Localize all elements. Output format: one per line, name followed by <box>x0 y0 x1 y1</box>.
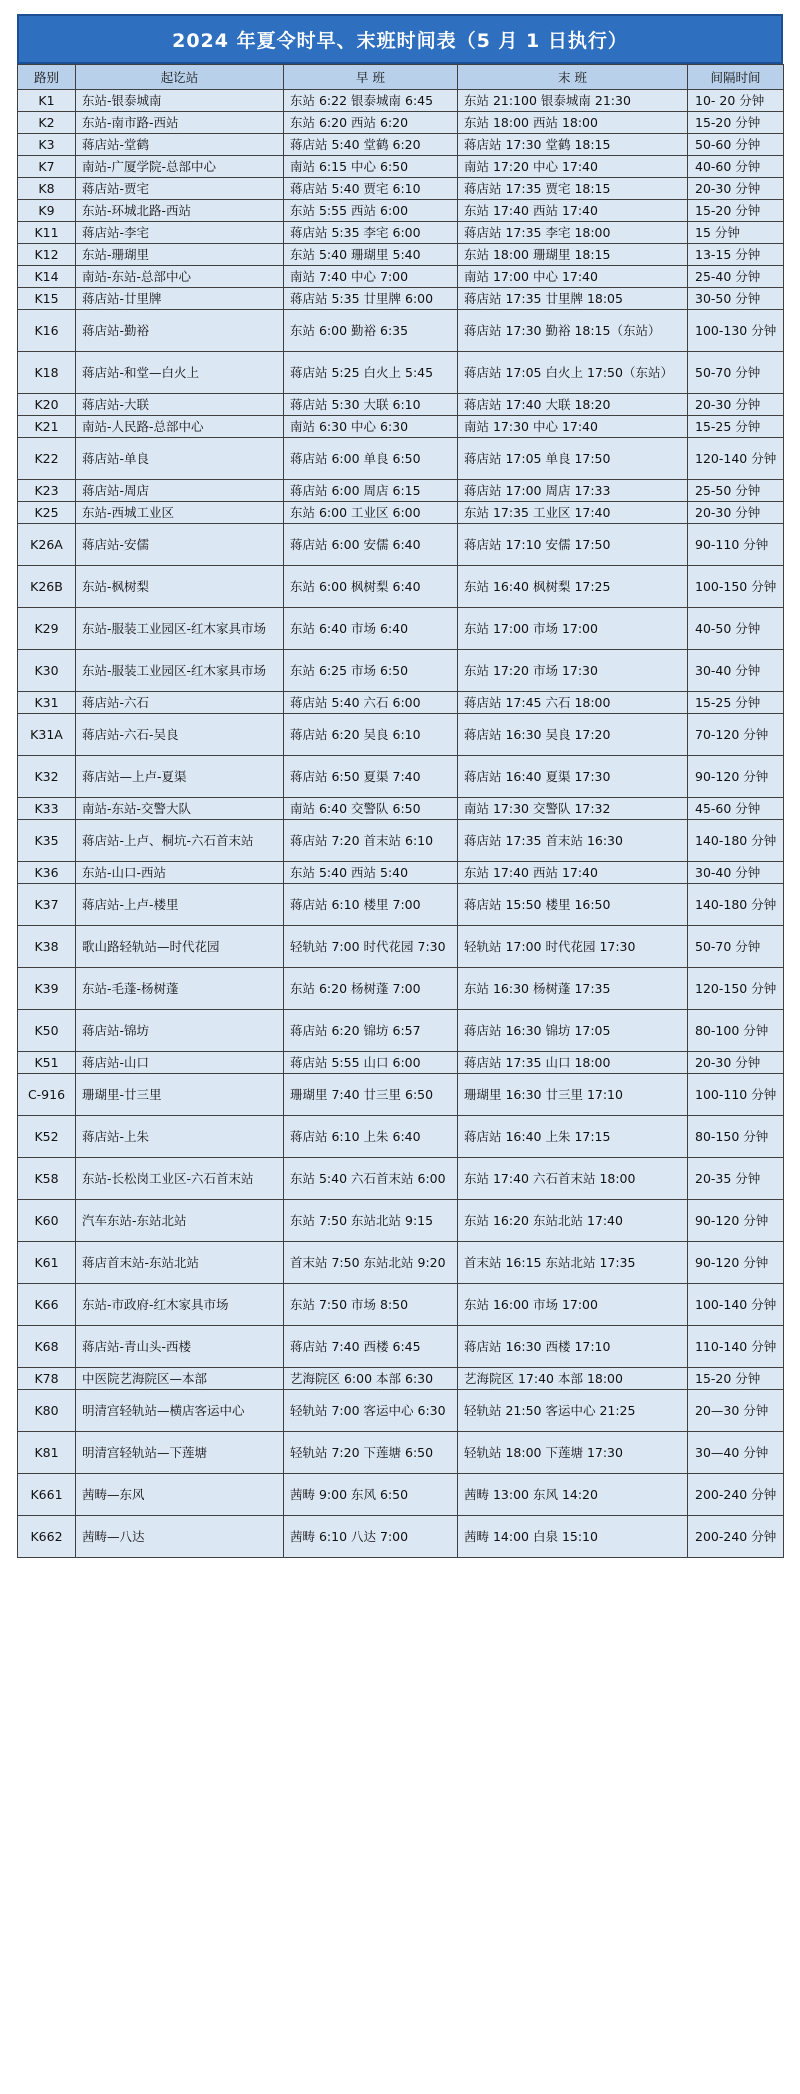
route-cell: K35 <box>18 820 76 862</box>
interval-cell: 30-50 分钟 <box>688 288 784 310</box>
stations-cell: 蒋店站-单良 <box>76 438 284 480</box>
stations-cell: 明清宫轻轨站—下莲塘 <box>76 1432 284 1474</box>
last-bus-cell: 蒋店站 16:40 上朱 17:15 <box>458 1116 688 1158</box>
stations-cell: 蒋店站-上卢-楼里 <box>76 884 284 926</box>
interval-cell: 50-70 分钟 <box>688 926 784 968</box>
stations-cell: 南站-东站-总部中心 <box>76 266 284 288</box>
first-bus-cell: 轻轨站 7:20 下莲塘 6:50 <box>284 1432 458 1474</box>
table-row <box>18 1390 784 1432</box>
last-bus-cell: 东站 16:30 杨树蓬 17:35 <box>458 968 688 1010</box>
route-cell: K11 <box>18 222 76 244</box>
first-bus-cell: 南站 6:30 中心 6:30 <box>284 416 458 438</box>
last-bus-cell: 东站 21:100 银泰城南 21:30 <box>458 90 688 112</box>
header-last-bus: 末 班 <box>458 65 688 90</box>
table-row <box>18 756 784 798</box>
stations-cell: 蒋店站-和堂—白火上 <box>76 352 284 394</box>
route-cell: K31 <box>18 692 76 714</box>
table-row <box>18 1052 784 1074</box>
stations-cell: 东站-环城北路-西站 <box>76 200 284 222</box>
first-bus-cell: 东站 6:22 银泰城南 6:45 <box>284 90 458 112</box>
interval-cell: 15-20 分钟 <box>688 1368 784 1390</box>
interval-cell: 20-30 分钟 <box>688 502 784 524</box>
first-bus-cell: 东站 6:20 杨树蓬 7:00 <box>284 968 458 1010</box>
last-bus-cell: 茜畴 13:00 东风 14:20 <box>458 1474 688 1516</box>
first-bus-cell: 蒋店站 6:00 周店 6:15 <box>284 480 458 502</box>
route-cell: K78 <box>18 1368 76 1390</box>
interval-cell: 13-15 分钟 <box>688 244 784 266</box>
first-bus-cell: 蒋店站 7:20 首末站 6:10 <box>284 820 458 862</box>
last-bus-cell: 蒋店站 16:30 吴良 17:20 <box>458 714 688 756</box>
first-bus-cell: 轻轨站 7:00 客运中心 6:30 <box>284 1390 458 1432</box>
table-row <box>18 1158 784 1200</box>
interval-cell: 80-100 分钟 <box>688 1010 784 1052</box>
first-bus-cell: 蒋店站 5:40 堂鹤 6:20 <box>284 134 458 156</box>
table-row <box>18 1116 784 1158</box>
stations-cell: 南站-广厦学院-总部中心 <box>76 156 284 178</box>
route-cell: K31A <box>18 714 76 756</box>
interval-cell: 20—30 分钟 <box>688 1390 784 1432</box>
stations-cell: 茜畴—东风 <box>76 1474 284 1516</box>
stations-cell: 蒋店站-安儒 <box>76 524 284 566</box>
table-row <box>18 352 784 394</box>
last-bus-cell: 南站 17:20 中心 17:40 <box>458 156 688 178</box>
table-row <box>18 416 784 438</box>
last-bus-cell: 茜畴 14:00 白泉 15:10 <box>458 1516 688 1558</box>
interval-cell: 90-120 分钟 <box>688 756 784 798</box>
route-cell: K2 <box>18 112 76 134</box>
first-bus-cell: 蒋店站 5:30 大联 6:10 <box>284 394 458 416</box>
interval-cell: 20-30 分钟 <box>688 1052 784 1074</box>
interval-cell: 100-130 分钟 <box>688 310 784 352</box>
table-row <box>18 1474 784 1516</box>
route-cell: K15 <box>18 288 76 310</box>
first-bus-cell: 蒋店站 5:35 廿里牌 6:00 <box>284 288 458 310</box>
last-bus-cell: 东站 17:40 西站 17:40 <box>458 200 688 222</box>
first-bus-cell: 东站 7:50 市场 8:50 <box>284 1284 458 1326</box>
last-bus-cell: 轻轨站 18:00 下莲塘 17:30 <box>458 1432 688 1474</box>
schedule-table <box>17 64 784 1558</box>
stations-cell: 东站-长松岗工业区-六石首末站 <box>76 1158 284 1200</box>
route-cell: K3 <box>18 134 76 156</box>
table-row <box>18 692 784 714</box>
route-cell: K26A <box>18 524 76 566</box>
last-bus-cell: 南站 17:30 交警队 17:32 <box>458 798 688 820</box>
table-row <box>18 90 784 112</box>
route-cell: K37 <box>18 884 76 926</box>
table-row <box>18 714 784 756</box>
first-bus-cell: 蒋店站 6:00 单良 6:50 <box>284 438 458 480</box>
table-row <box>18 862 784 884</box>
stations-cell: 南站-人民路-总部中心 <box>76 416 284 438</box>
table-row <box>18 156 784 178</box>
interval-cell: 140-180 分钟 <box>688 820 784 862</box>
table-row <box>18 1368 784 1390</box>
stations-cell: 蒋店站-勤裕 <box>76 310 284 352</box>
stations-cell: 蒋店站-贾宅 <box>76 178 284 200</box>
table-row <box>18 1284 784 1326</box>
route-cell: K81 <box>18 1432 76 1474</box>
table-row <box>18 1516 784 1558</box>
stations-cell: 蒋店站-上朱 <box>76 1116 284 1158</box>
first-bus-cell: 蒋店站 5:25 白火上 5:45 <box>284 352 458 394</box>
interval-cell: 15-25 分钟 <box>688 416 784 438</box>
last-bus-cell: 蒋店站 16:40 夏渠 17:30 <box>458 756 688 798</box>
last-bus-cell: 东站 17:00 市场 17:00 <box>458 608 688 650</box>
interval-cell: 70-120 分钟 <box>688 714 784 756</box>
last-bus-cell: 东站 17:40 西站 17:40 <box>458 862 688 884</box>
interval-cell: 200-240 分钟 <box>688 1516 784 1558</box>
interval-cell: 200-240 分钟 <box>688 1474 784 1516</box>
route-cell: K20 <box>18 394 76 416</box>
first-bus-cell: 东站 5:55 西站 6:00 <box>284 200 458 222</box>
interval-cell: 20-30 分钟 <box>688 394 784 416</box>
first-bus-cell: 东站 5:40 珊瑚里 5:40 <box>284 244 458 266</box>
route-cell: K29 <box>18 608 76 650</box>
stations-cell: 汽车东站-东站北站 <box>76 1200 284 1242</box>
first-bus-cell: 蒋店站 5:40 六石 6:00 <box>284 692 458 714</box>
interval-cell: 15-25 分钟 <box>688 692 784 714</box>
first-bus-cell: 东站 6:00 枫树梨 6:40 <box>284 566 458 608</box>
route-cell: K662 <box>18 1516 76 1558</box>
last-bus-cell: 蒋店站 17:35 李宅 18:00 <box>458 222 688 244</box>
stations-cell: 东站-服装工业园区-红木家具市场 <box>76 650 284 692</box>
table-row <box>18 524 784 566</box>
first-bus-cell: 南站 6:40 交警队 6:50 <box>284 798 458 820</box>
route-cell: K12 <box>18 244 76 266</box>
table-row <box>18 968 784 1010</box>
first-bus-cell: 东站 6:25 市场 6:50 <box>284 650 458 692</box>
route-cell: K61 <box>18 1242 76 1284</box>
last-bus-cell: 艺海院区 17:40 本部 18:00 <box>458 1368 688 1390</box>
interval-cell: 140-180 分钟 <box>688 884 784 926</box>
stations-cell: 蒋店站-锦坊 <box>76 1010 284 1052</box>
route-cell: K51 <box>18 1052 76 1074</box>
first-bus-cell: 东站 6:40 市场 6:40 <box>284 608 458 650</box>
first-bus-cell: 南站 6:15 中心 6:50 <box>284 156 458 178</box>
last-bus-cell: 蒋店站 16:30 西楼 17:10 <box>458 1326 688 1368</box>
table-row <box>18 134 784 156</box>
stations-cell: 蒋店站-周店 <box>76 480 284 502</box>
table-row <box>18 884 784 926</box>
first-bus-cell: 东站 5:40 六石首末站 6:00 <box>284 1158 458 1200</box>
route-cell: K7 <box>18 156 76 178</box>
stations-cell: 茜畴—八达 <box>76 1516 284 1558</box>
route-cell: K25 <box>18 502 76 524</box>
stations-cell: 珊瑚里-廿三里 <box>76 1074 284 1116</box>
last-bus-cell: 南站 17:00 中心 17:40 <box>458 266 688 288</box>
route-cell: K68 <box>18 1326 76 1368</box>
interval-cell: 90-120 分钟 <box>688 1200 784 1242</box>
interval-cell: 80-150 分钟 <box>688 1116 784 1158</box>
table-row <box>18 288 784 310</box>
route-cell: K33 <box>18 798 76 820</box>
interval-cell: 10- 20 分钟 <box>688 90 784 112</box>
last-bus-cell: 蒋店站 17:05 白火上 17:50（东站） <box>458 352 688 394</box>
first-bus-cell: 艺海院区 6:00 本部 6:30 <box>284 1368 458 1390</box>
last-bus-cell: 蒋店站 17:35 首末站 16:30 <box>458 820 688 862</box>
route-cell: K52 <box>18 1116 76 1158</box>
last-bus-cell: 首末站 16:15 东站北站 17:35 <box>458 1242 688 1284</box>
last-bus-cell: 轻轨站 21:50 客运中心 21:25 <box>458 1390 688 1432</box>
first-bus-cell: 蒋店站 6:10 楼里 7:00 <box>284 884 458 926</box>
route-cell: K22 <box>18 438 76 480</box>
first-bus-cell: 东站 6:00 工业区 6:00 <box>284 502 458 524</box>
route-cell: K661 <box>18 1474 76 1516</box>
stations-cell: 蒋店站—上卢-夏渠 <box>76 756 284 798</box>
interval-cell: 90-120 分钟 <box>688 1242 784 1284</box>
table-row <box>18 1200 784 1242</box>
last-bus-cell: 蒋店站 17:35 山口 18:00 <box>458 1052 688 1074</box>
route-cell: K30 <box>18 650 76 692</box>
table-row <box>18 1010 784 1052</box>
route-cell: K32 <box>18 756 76 798</box>
route-cell: K14 <box>18 266 76 288</box>
stations-cell: 蒋店站-堂鹤 <box>76 134 284 156</box>
stations-cell: 东站-山口-西站 <box>76 862 284 884</box>
interval-cell: 100-150 分钟 <box>688 566 784 608</box>
last-bus-cell: 蒋店站 16:30 锦坊 17:05 <box>458 1010 688 1052</box>
route-cell: C-916 <box>18 1074 76 1116</box>
route-cell: K39 <box>18 968 76 1010</box>
stations-cell: 东站-毛蓬-杨树蓬 <box>76 968 284 1010</box>
last-bus-cell: 蒋店站 17:30 勤裕 18:15（东站） <box>458 310 688 352</box>
table-row <box>18 222 784 244</box>
route-cell: K58 <box>18 1158 76 1200</box>
table-row <box>18 1074 784 1116</box>
first-bus-cell: 东站 6:20 西站 6:20 <box>284 112 458 134</box>
route-cell: K21 <box>18 416 76 438</box>
stations-cell: 东站-服装工业园区-红木家具市场 <box>76 608 284 650</box>
last-bus-cell: 东站 18:00 西站 18:00 <box>458 112 688 134</box>
stations-cell: 蒋店站-大联 <box>76 394 284 416</box>
last-bus-cell: 轻轨站 17:00 时代花园 17:30 <box>458 926 688 968</box>
first-bus-cell: 蒋店站 5:35 李宅 6:00 <box>284 222 458 244</box>
stations-cell: 明清宫轻轨站—横店客运中心 <box>76 1390 284 1432</box>
table-row <box>18 926 784 968</box>
table-row <box>18 394 784 416</box>
header-interval: 间隔时间 <box>688 65 784 90</box>
header-route: 路别 <box>18 65 76 90</box>
last-bus-cell: 东站 17:20 市场 17:30 <box>458 650 688 692</box>
route-cell: K36 <box>18 862 76 884</box>
first-bus-cell: 蒋店站 5:55 山口 6:00 <box>284 1052 458 1074</box>
table-row <box>18 178 784 200</box>
interval-cell: 90-110 分钟 <box>688 524 784 566</box>
route-cell: K38 <box>18 926 76 968</box>
first-bus-cell: 东站 5:40 西站 5:40 <box>284 862 458 884</box>
interval-cell: 30—40 分钟 <box>688 1432 784 1474</box>
route-cell: K23 <box>18 480 76 502</box>
header-first-bus: 早 班 <box>284 65 458 90</box>
stations-cell: 东站-市政府-红木家具市场 <box>76 1284 284 1326</box>
table-body <box>18 90 784 1558</box>
interval-cell: 30-40 分钟 <box>688 862 784 884</box>
stations-cell: 东站-珊瑚里 <box>76 244 284 266</box>
table-row <box>18 1242 784 1284</box>
table-row <box>18 266 784 288</box>
first-bus-cell: 轻轨站 7:00 时代花园 7:30 <box>284 926 458 968</box>
first-bus-cell: 东站 7:50 东站北站 9:15 <box>284 1200 458 1242</box>
interval-cell: 20-35 分钟 <box>688 1158 784 1200</box>
first-bus-cell: 东站 6:00 勤裕 6:35 <box>284 310 458 352</box>
table-row <box>18 438 784 480</box>
table-row <box>18 310 784 352</box>
table-row <box>18 566 784 608</box>
interval-cell: 45-60 分钟 <box>688 798 784 820</box>
first-bus-cell: 蒋店站 6:20 锦坊 6:57 <box>284 1010 458 1052</box>
last-bus-cell: 东站 16:40 枫树梨 17:25 <box>458 566 688 608</box>
route-cell: K60 <box>18 1200 76 1242</box>
first-bus-cell: 珊瑚里 7:40 廿三里 6:50 <box>284 1074 458 1116</box>
interval-cell: 30-40 分钟 <box>688 650 784 692</box>
stations-cell: 南站-东站-交警大队 <box>76 798 284 820</box>
stations-cell: 中医院艺海院区—本部 <box>76 1368 284 1390</box>
first-bus-cell: 蒋店站 5:40 贾宅 6:10 <box>284 178 458 200</box>
stations-cell: 东站-南市路-西站 <box>76 112 284 134</box>
interval-cell: 20-30 分钟 <box>688 178 784 200</box>
interval-cell: 25-50 分钟 <box>688 480 784 502</box>
table-row <box>18 244 784 266</box>
stations-cell: 东站-银泰城南 <box>76 90 284 112</box>
route-cell: K18 <box>18 352 76 394</box>
table-row <box>18 502 784 524</box>
last-bus-cell: 东站 18:00 珊瑚里 18:15 <box>458 244 688 266</box>
table-row <box>18 798 784 820</box>
last-bus-cell: 东站 16:00 市场 17:00 <box>458 1284 688 1326</box>
first-bus-cell: 首末站 7:50 东站北站 9:20 <box>284 1242 458 1284</box>
last-bus-cell: 珊瑚里 16:30 廿三里 17:10 <box>458 1074 688 1116</box>
interval-cell: 15 分钟 <box>688 222 784 244</box>
table-row <box>18 1326 784 1368</box>
stations-cell: 东站-西城工业区 <box>76 502 284 524</box>
interval-cell: 15-20 分钟 <box>688 112 784 134</box>
last-bus-cell: 蒋店站 17:45 六石 18:00 <box>458 692 688 714</box>
interval-cell: 120-140 分钟 <box>688 438 784 480</box>
interval-cell: 110-140 分钟 <box>688 1326 784 1368</box>
first-bus-cell: 蒋店站 6:10 上朱 6:40 <box>284 1116 458 1158</box>
last-bus-cell: 蒋店站 17:00 周店 17:33 <box>458 480 688 502</box>
last-bus-cell: 南站 17:30 中心 17:40 <box>458 416 688 438</box>
first-bus-cell: 蒋店站 6:00 安儒 6:40 <box>284 524 458 566</box>
schedule-title: 2024 年夏令时早、末班时间表（5 月 1 日执行） <box>17 14 783 64</box>
route-cell: K66 <box>18 1284 76 1326</box>
stations-cell: 蒋店站-青山头-西楼 <box>76 1326 284 1368</box>
first-bus-cell: 南站 7:40 中心 7:00 <box>284 266 458 288</box>
first-bus-cell: 蒋店站 7:40 西楼 6:45 <box>284 1326 458 1368</box>
schedule-document <box>17 14 783 1558</box>
interval-cell: 15-20 分钟 <box>688 200 784 222</box>
interval-cell: 100-140 分钟 <box>688 1284 784 1326</box>
stations-cell: 蒋店站-李宅 <box>76 222 284 244</box>
first-bus-cell: 蒋店站 6:20 吴良 6:10 <box>284 714 458 756</box>
interval-cell: 100-110 分钟 <box>688 1074 784 1116</box>
last-bus-cell: 蒋店站 17:10 安儒 17:50 <box>458 524 688 566</box>
route-cell: K16 <box>18 310 76 352</box>
table-row <box>18 200 784 222</box>
interval-cell: 50-60 分钟 <box>688 134 784 156</box>
interval-cell: 120-150 分钟 <box>688 968 784 1010</box>
interval-cell: 25-40 分钟 <box>688 266 784 288</box>
table-row <box>18 650 784 692</box>
last-bus-cell: 蒋店站 17:40 大联 18:20 <box>458 394 688 416</box>
table-row <box>18 820 784 862</box>
last-bus-cell: 蒋店站 17:35 廿里牌 18:05 <box>458 288 688 310</box>
route-cell: K9 <box>18 200 76 222</box>
header-stations: 起讫站 <box>76 65 284 90</box>
last-bus-cell: 蒋店站 17:35 贾宅 18:15 <box>458 178 688 200</box>
stations-cell: 蒋店首末站-东站北站 <box>76 1242 284 1284</box>
stations-cell: 蒋店站-廿里牌 <box>76 288 284 310</box>
table-header-row <box>18 65 784 90</box>
last-bus-cell: 蒋店站 17:05 单良 17:50 <box>458 438 688 480</box>
table-row <box>18 112 784 134</box>
stations-cell: 东站-枫树梨 <box>76 566 284 608</box>
route-cell: K80 <box>18 1390 76 1432</box>
table-row <box>18 608 784 650</box>
route-cell: K26B <box>18 566 76 608</box>
last-bus-cell: 东站 17:40 六石首末站 18:00 <box>458 1158 688 1200</box>
interval-cell: 40-50 分钟 <box>688 608 784 650</box>
last-bus-cell: 东站 16:20 东站北站 17:40 <box>458 1200 688 1242</box>
stations-cell: 蒋店站-上卢、桐坑-六石首末站 <box>76 820 284 862</box>
first-bus-cell: 茜畴 9:00 东风 6:50 <box>284 1474 458 1516</box>
interval-cell: 50-70 分钟 <box>688 352 784 394</box>
stations-cell: 蒋店站-山口 <box>76 1052 284 1074</box>
table-row <box>18 1432 784 1474</box>
stations-cell: 歌山路轻轨站—时代花园 <box>76 926 284 968</box>
first-bus-cell: 茜畴 6:10 八达 7:00 <box>284 1516 458 1558</box>
last-bus-cell: 东站 17:35 工业区 17:40 <box>458 502 688 524</box>
interval-cell: 40-60 分钟 <box>688 156 784 178</box>
last-bus-cell: 蒋店站 17:30 堂鹤 18:15 <box>458 134 688 156</box>
route-cell: K50 <box>18 1010 76 1052</box>
last-bus-cell: 蒋店站 15:50 楼里 16:50 <box>458 884 688 926</box>
first-bus-cell: 蒋店站 6:50 夏渠 7:40 <box>284 756 458 798</box>
route-cell: K1 <box>18 90 76 112</box>
route-cell: K8 <box>18 178 76 200</box>
stations-cell: 蒋店站-六石 <box>76 692 284 714</box>
table-row <box>18 480 784 502</box>
stations-cell: 蒋店站-六石-吴良 <box>76 714 284 756</box>
